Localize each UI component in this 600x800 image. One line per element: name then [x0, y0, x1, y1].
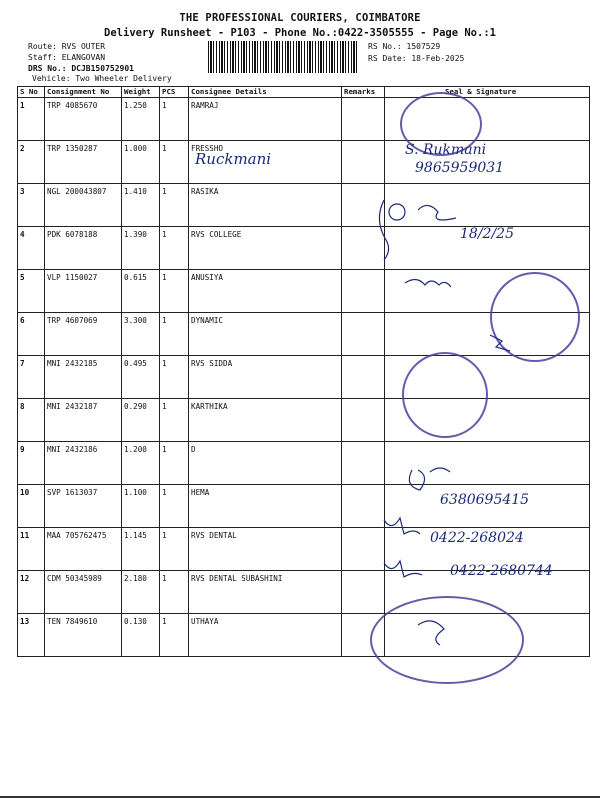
cell-sno: 7 — [18, 356, 45, 399]
cell-sno: 10 — [18, 485, 45, 528]
col-header-pcs: PCS — [160, 87, 189, 98]
cell-consignment: NGL 200043807 — [45, 184, 122, 227]
cell-consignee: RVS DENTAL — [189, 528, 342, 571]
cell-consignment: MNI 2432185 — [45, 356, 122, 399]
col-header-sno: S No — [18, 87, 45, 98]
cell-consignment: TRP 4085670 — [45, 98, 122, 141]
cell-pcs: 1 — [160, 227, 189, 270]
cell-consignee: RASIKA — [189, 184, 342, 227]
handwritten-phone-2: 6380695415 — [440, 492, 530, 508]
cell-weight: 3.300 — [122, 313, 160, 356]
cell-pcs: 1 — [160, 184, 189, 227]
rs-date: RS Date: 18-Feb-2025 — [368, 54, 465, 63]
cell-sno: 12 — [18, 571, 45, 614]
cell-weight: 1.410 — [122, 184, 160, 227]
handwritten-phone-4: 0422-2680744 — [450, 563, 553, 579]
col-header-consignment: Consignment No — [45, 87, 122, 98]
cell-sno: 3 — [18, 184, 45, 227]
handwritten-date: 18/2/25 — [460, 226, 514, 242]
cell-weight: 0.130 — [122, 614, 160, 657]
cell-weight: 1.200 — [122, 442, 160, 485]
cell-weight: 1.100 — [122, 485, 160, 528]
cell-consignee: RVS SIDDA — [189, 356, 342, 399]
cell-pcs: 1 — [160, 98, 189, 141]
cell-sno: 6 — [18, 313, 45, 356]
cell-sno: 9 — [18, 442, 45, 485]
cell-weight: 1.000 — [122, 141, 160, 184]
cell-consignee: D — [189, 442, 342, 485]
rs-number: RS No.: 1507529 — [368, 42, 441, 51]
cell-weight: 0.615 — [122, 270, 160, 313]
handwritten-name-ruckmani: Ruckmani — [195, 150, 272, 168]
cell-sno: 11 — [18, 528, 45, 571]
cell-sno: 13 — [18, 614, 45, 657]
cell-sno: 2 — [18, 141, 45, 184]
handwritten-phone-3: 0422-268024 — [430, 530, 524, 546]
cell-consignment: CDM 50345989 — [45, 571, 122, 614]
cell-weight: 0.495 — [122, 356, 160, 399]
handwritten-phone-1: 9865959031 — [415, 160, 505, 176]
cell-pcs: 1 — [160, 270, 189, 313]
cell-consignment: TEN 7849610 — [45, 614, 122, 657]
cell-consignee: RAMRAJ — [189, 98, 342, 141]
cell-consignee: KARTHIKA — [189, 399, 342, 442]
col-header-weight: Weight — [122, 87, 160, 98]
col-header-remarks: Remarks — [342, 87, 385, 98]
cell-consignee: RVS DENTAL SUBASHINI — [189, 571, 342, 614]
cell-consignee: HEMA — [189, 485, 342, 528]
cell-consignment: SVP 1613037 — [45, 485, 122, 528]
cell-pcs: 1 — [160, 442, 189, 485]
col-header-consignee: Consignee Details — [189, 87, 342, 98]
cell-consignee: RVS COLLEGE — [189, 227, 342, 270]
cell-weight: 2.180 — [122, 571, 160, 614]
cell-pcs: 1 — [160, 485, 189, 528]
vehicle-label: Vehicle: Two Wheeler Delivery — [32, 74, 172, 83]
cell-weight: 1.145 — [122, 528, 160, 571]
cell-pcs: 1 — [160, 313, 189, 356]
cell-consignment: MAA 705762475 — [45, 528, 122, 571]
cell-sno: 4 — [18, 227, 45, 270]
cell-consignee: ANUSIYA — [189, 270, 342, 313]
page-bottom-border — [0, 796, 600, 798]
cell-sno: 1 — [18, 98, 45, 141]
cell-consignee: DYNAMIC — [189, 313, 342, 356]
cell-pcs: 1 — [160, 528, 189, 571]
drs-number: DRS No.: DCJB150752901 — [28, 64, 134, 73]
cell-pcs: 1 — [160, 141, 189, 184]
cell-consignment: VLP 1150027 — [45, 270, 122, 313]
cell-pcs: 1 — [160, 399, 189, 442]
handwritten-signature-rukmani: S. Rukmani — [405, 142, 487, 158]
col-header-signature: Seal & Signature — [385, 87, 590, 98]
cell-pcs: 1 — [160, 356, 189, 399]
cell-consignee: FRESSHO — [189, 141, 342, 184]
cell-sno: 5 — [18, 270, 45, 313]
route-label: Route: RVS OUTER — [28, 42, 106, 51]
runsheet-title: Delivery Runsheet - P103 - Phone No.:0422-3505555 - Page No.:1 — [104, 27, 496, 39]
cell-consignment: MNI 2432186 — [45, 442, 122, 485]
cell-weight: 1.390 — [122, 227, 160, 270]
cell-consignment: TRP 1350287 — [45, 141, 122, 184]
cell-consignment: MNI 2432187 — [45, 399, 122, 442]
cell-consignment: TRP 4607069 — [45, 313, 122, 356]
cell-weight: 1.250 — [122, 98, 160, 141]
cell-consignee: UTHAYA — [189, 614, 342, 657]
cell-weight: 0.290 — [122, 399, 160, 442]
company-title: THE PROFESSIONAL COURIERS, COIMBATORE — [179, 12, 421, 24]
cell-sno: 8 — [18, 399, 45, 442]
cell-consignment: PDK 6078188 — [45, 227, 122, 270]
cell-pcs: 1 — [160, 571, 189, 614]
staff-label: Staff: ELANGOVAN — [28, 53, 106, 62]
cell-pcs: 1 — [160, 614, 189, 657]
